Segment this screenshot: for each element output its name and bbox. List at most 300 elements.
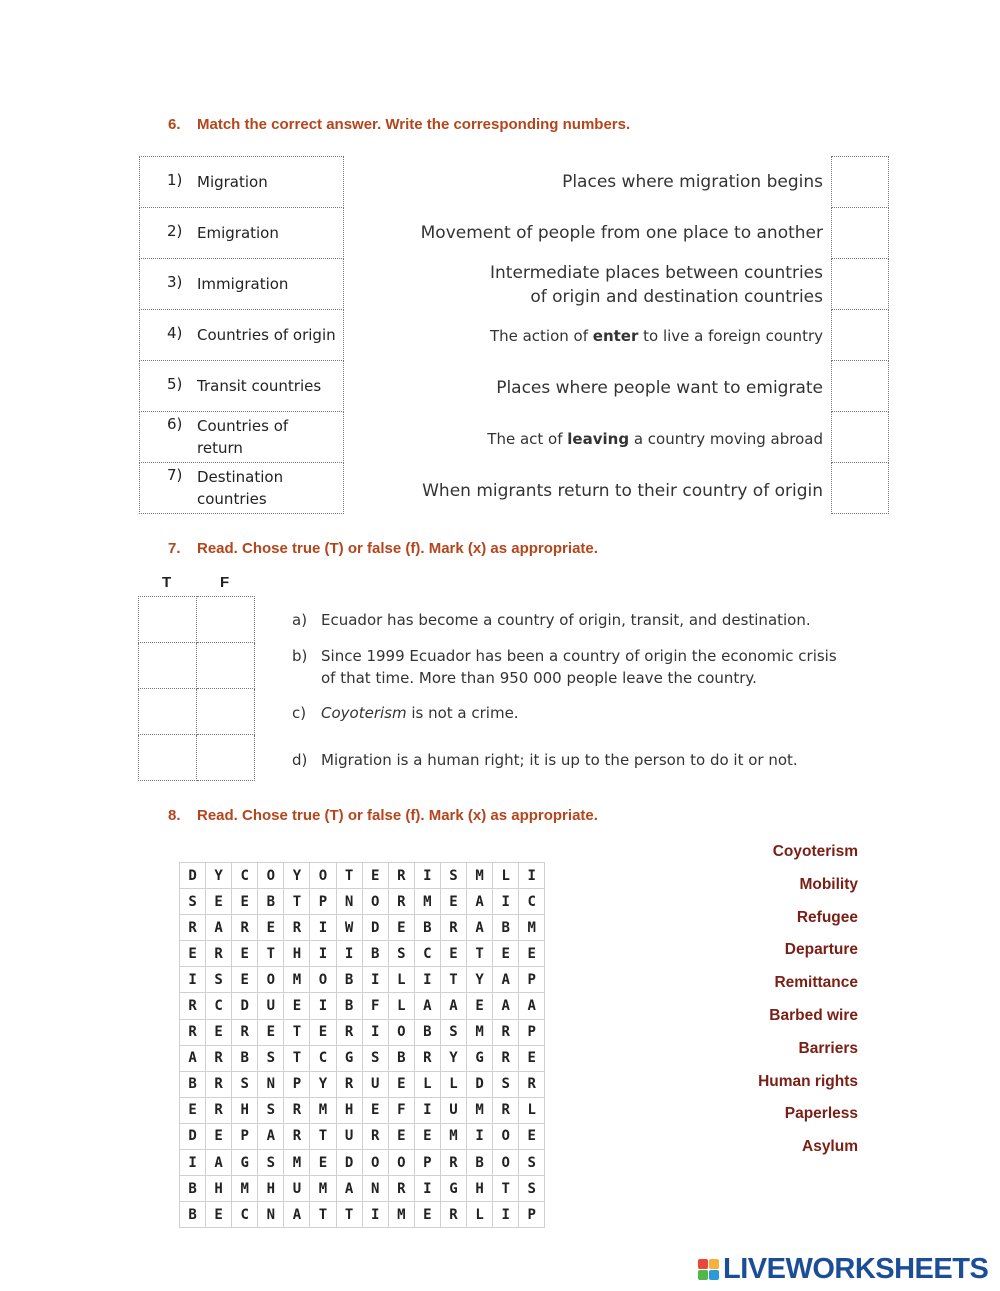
grid-letter[interactable]: H: [232, 1097, 258, 1123]
grid-letter[interactable]: R: [206, 941, 232, 967]
term-text: Countries of origin: [197, 326, 336, 344]
word-list: [758, 839, 858, 1167]
grid-letter[interactable]: N: [258, 1071, 284, 1097]
grid-letter[interactable]: S: [258, 1150, 284, 1176]
statement-letter: a): [292, 611, 308, 629]
term-text: Migration: [197, 173, 268, 191]
grid-letter[interactable]: T: [440, 967, 466, 993]
grid-letter[interactable]: D: [180, 863, 206, 889]
grid-letter[interactable]: O: [310, 863, 336, 889]
answer-input-box[interactable]: [832, 208, 889, 259]
grid-letter[interactable]: Y: [467, 967, 493, 993]
grid-letter[interactable]: O: [493, 1150, 519, 1176]
grid-letter[interactable]: A: [414, 993, 440, 1019]
word-item: Barbed wire: [769, 1006, 858, 1024]
grid-letter[interactable]: C: [310, 1045, 336, 1071]
grid-letter[interactable]: R: [206, 1097, 232, 1123]
answer-row: [832, 157, 889, 208]
grid-letter[interactable]: I: [362, 1202, 388, 1228]
grid-letter[interactable]: I: [414, 1176, 440, 1202]
grid-letter[interactable]: I: [362, 1019, 388, 1045]
grid-letter[interactable]: E: [414, 1123, 440, 1149]
tf-row: [139, 643, 255, 689]
grid-letter[interactable]: Y: [284, 863, 310, 889]
grid-letter[interactable]: E: [206, 1019, 232, 1045]
grid-letter[interactable]: S: [362, 1045, 388, 1071]
grid-letter[interactable]: Y: [440, 1045, 466, 1071]
grid-letter[interactable]: R: [180, 993, 206, 1019]
grid-letter[interactable]: M: [467, 863, 493, 889]
grid-letter[interactable]: H: [336, 1097, 362, 1123]
tf-row: [139, 597, 255, 643]
definition-text: Intermediate places between countries of origin and destination countries: [490, 262, 823, 307]
grid-letter[interactable]: R: [232, 915, 258, 941]
grid-letter[interactable]: R: [493, 1045, 519, 1071]
grid-letter[interactable]: O: [362, 1150, 388, 1176]
grid-letter[interactable]: E: [467, 993, 493, 1019]
grid-letter[interactable]: E: [519, 1045, 545, 1071]
grid-letter[interactable]: G: [440, 1176, 466, 1202]
grid-letter[interactable]: R: [388, 863, 414, 889]
grid-letter[interactable]: T: [310, 1202, 336, 1228]
grid-letter[interactable]: A: [206, 1150, 232, 1176]
grid-letter[interactable]: R: [414, 1045, 440, 1071]
grid-letter[interactable]: O: [310, 967, 336, 993]
term-cell: [140, 463, 344, 514]
grid-letter[interactable]: E: [362, 863, 388, 889]
grid-letter[interactable]: C: [414, 941, 440, 967]
word-item: Asylum: [802, 1138, 858, 1156]
grid-letter[interactable]: A: [336, 1176, 362, 1202]
grid-letter[interactable]: R: [336, 1019, 362, 1045]
grid-letter[interactable]: I: [310, 915, 336, 941]
grid-row: [180, 1071, 545, 1097]
grid-letter[interactable]: M: [467, 1019, 493, 1045]
grid-letter[interactable]: F: [362, 993, 388, 1019]
grid-row: [180, 863, 545, 889]
grid-letter[interactable]: P: [310, 889, 336, 915]
grid-letter[interactable]: B: [336, 993, 362, 1019]
section-8-heading: [168, 807, 598, 824]
grid-letter[interactable]: A: [467, 889, 493, 915]
grid-letter[interactable]: B: [388, 1045, 414, 1071]
grid-letter[interactable]: M: [388, 1202, 414, 1228]
grid-letter[interactable]: C: [519, 889, 545, 915]
grid-row: [180, 1202, 545, 1228]
grid-letter[interactable]: R: [440, 1150, 466, 1176]
grid-letter[interactable]: G: [336, 1045, 362, 1071]
grid-letter[interactable]: A: [206, 915, 232, 941]
grid-letter[interactable]: R: [388, 889, 414, 915]
false-checkbox[interactable]: [197, 689, 255, 735]
grid-letter[interactable]: I: [493, 1202, 519, 1228]
word-item: Remittance: [774, 974, 858, 992]
grid-row: [180, 1150, 545, 1176]
grid-letter[interactable]: T: [310, 1123, 336, 1149]
grid-letter[interactable]: R: [388, 1176, 414, 1202]
true-checkbox[interactable]: [139, 689, 197, 735]
grid-letter[interactable]: U: [336, 1123, 362, 1149]
true-checkbox[interactable]: [139, 597, 197, 643]
grid-letter[interactable]: I: [310, 941, 336, 967]
grid-letter[interactable]: N: [362, 1176, 388, 1202]
grid-letter[interactable]: E: [206, 1123, 232, 1149]
answer-row: [832, 259, 889, 310]
grid-letter[interactable]: S: [519, 1150, 545, 1176]
grid-letter[interactable]: E: [232, 941, 258, 967]
grid-letter[interactable]: S: [258, 1045, 284, 1071]
grid-letter[interactable]: P: [232, 1123, 258, 1149]
grid-letter[interactable]: R: [284, 915, 310, 941]
term-row: [140, 208, 344, 259]
grid-letter[interactable]: B: [180, 1202, 206, 1228]
term-number: 3): [167, 273, 183, 291]
grid-letter[interactable]: S: [180, 889, 206, 915]
grid-letter[interactable]: A: [493, 993, 519, 1019]
grid-letter[interactable]: B: [232, 1045, 258, 1071]
true-checkbox[interactable]: [139, 643, 197, 689]
grid-letter[interactable]: B: [258, 889, 284, 915]
term-row: [140, 259, 344, 310]
logo-tile: [698, 1259, 708, 1269]
grid-letter[interactable]: S: [258, 1097, 284, 1123]
grid-letter[interactable]: T: [493, 1176, 519, 1202]
section-number: 8.: [168, 807, 181, 824]
definition-text: Places where people want to emigrate: [496, 377, 823, 398]
term-cell: [140, 310, 344, 361]
grid-letter[interactable]: R: [493, 1097, 519, 1123]
grid-letter[interactable]: I: [414, 1097, 440, 1123]
word-item: Barriers: [798, 1039, 858, 1057]
grid-row: [180, 1019, 545, 1045]
term-number: 5): [167, 375, 183, 393]
definition-row: [380, 208, 823, 260]
grid-letter[interactable]: T: [284, 889, 310, 915]
grid-letter[interactable]: A: [493, 967, 519, 993]
grid-letter[interactable]: H: [206, 1176, 232, 1202]
term-text: Immigration: [197, 275, 289, 293]
grid-letter[interactable]: I: [180, 967, 206, 993]
grid-letter[interactable]: B: [467, 1150, 493, 1176]
grid-letter[interactable]: R: [284, 1097, 310, 1123]
grid-letter[interactable]: B: [414, 1019, 440, 1045]
grid-letter[interactable]: U: [440, 1097, 466, 1123]
terms-table: [139, 156, 344, 514]
statement-text: Migration is a human right; it is up to the person to do it or not.: [321, 751, 798, 769]
grid-letter[interactable]: O: [258, 863, 284, 889]
grid-letter[interactable]: D: [232, 993, 258, 1019]
grid-letter[interactable]: O: [493, 1123, 519, 1149]
statement-letter: b): [292, 647, 308, 665]
grid-letter[interactable]: S: [440, 1019, 466, 1045]
grid-letter[interactable]: A: [180, 1045, 206, 1071]
grid-letter[interactable]: W: [336, 915, 362, 941]
definitions-list: [380, 156, 823, 517]
answer-row: [832, 463, 889, 514]
grid-letter[interactable]: G: [232, 1150, 258, 1176]
grid-letter[interactable]: E: [206, 889, 232, 915]
grid-letter[interactable]: L: [388, 967, 414, 993]
grid-row: [180, 1176, 545, 1202]
grid-letter[interactable]: T: [336, 1202, 362, 1228]
grid-letter[interactable]: H: [467, 1176, 493, 1202]
grid-letter[interactable]: P: [519, 1202, 545, 1228]
grid-letter[interactable]: N: [336, 889, 362, 915]
section-number: 6.: [168, 116, 181, 133]
definition-row: [380, 362, 823, 414]
definition-text: When migrants return to their country of origin: [422, 480, 823, 501]
false-checkbox[interactable]: [197, 597, 255, 643]
tf-row: [139, 735, 255, 781]
grid-row: [180, 993, 545, 1019]
grid-letter[interactable]: M: [284, 1150, 310, 1176]
true-checkbox[interactable]: [139, 735, 197, 781]
word-search-grid: [179, 862, 545, 1228]
grid-letter[interactable]: B: [336, 967, 362, 993]
grid-letter[interactable]: R: [180, 1019, 206, 1045]
grid-letter[interactable]: B: [362, 941, 388, 967]
grid-letter[interactable]: C: [232, 863, 258, 889]
grid-letter[interactable]: M: [284, 967, 310, 993]
grid-letter[interactable]: U: [362, 1071, 388, 1097]
grid-letter[interactable]: A: [519, 993, 545, 1019]
grid-letter[interactable]: A: [440, 993, 466, 1019]
grid-letter[interactable]: L: [414, 1071, 440, 1097]
grid-letter[interactable]: E: [388, 915, 414, 941]
answer-row: [832, 412, 889, 463]
grid-letter[interactable]: M: [310, 1097, 336, 1123]
grid-letter[interactable]: D: [362, 915, 388, 941]
grid-letter[interactable]: E: [388, 1071, 414, 1097]
grid-letter[interactable]: T: [258, 941, 284, 967]
grid-letter[interactable]: H: [284, 941, 310, 967]
grid-letter[interactable]: U: [258, 993, 284, 1019]
grid-letter[interactable]: M: [440, 1123, 466, 1149]
grid-letter[interactable]: P: [519, 967, 545, 993]
grid-letter[interactable]: E: [440, 941, 466, 967]
grid-letter[interactable]: N: [258, 1202, 284, 1228]
grid-letter[interactable]: U: [284, 1176, 310, 1202]
grid-letter[interactable]: E: [310, 1019, 336, 1045]
grid-letter[interactable]: S: [206, 967, 232, 993]
grid-letter[interactable]: A: [467, 915, 493, 941]
grid-letter[interactable]: R: [440, 915, 466, 941]
answer-input-box[interactable]: [832, 157, 889, 208]
grid-letter[interactable]: T: [284, 1045, 310, 1071]
grid-letter[interactable]: D: [467, 1071, 493, 1097]
grid-letter[interactable]: M: [232, 1176, 258, 1202]
logo-tile: [709, 1270, 719, 1280]
grid-letter[interactable]: P: [519, 1019, 545, 1045]
grid-letter[interactable]: E: [206, 1202, 232, 1228]
term-cell: [140, 208, 344, 259]
section-title: Read. Chose true (T) or false (f). Mark (x) as appropriate.: [197, 540, 598, 557]
word-item: Mobility: [799, 875, 858, 893]
grid-letter[interactable]: B: [493, 915, 519, 941]
grid-letter[interactable]: I: [519, 863, 545, 889]
grid-letter[interactable]: D: [180, 1123, 206, 1149]
definition-row: [380, 414, 823, 466]
grid-letter[interactable]: R: [232, 1019, 258, 1045]
grid-letter[interactable]: S: [519, 1176, 545, 1202]
grid-letter[interactable]: H: [258, 1176, 284, 1202]
grid-letter[interactable]: E: [362, 1097, 388, 1123]
grid-letter[interactable]: E: [258, 915, 284, 941]
term-number: 1): [167, 171, 183, 189]
grid-letter[interactable]: E: [180, 1097, 206, 1123]
grid-letter[interactable]: E: [519, 1123, 545, 1149]
grid-letter[interactable]: E: [493, 941, 519, 967]
section-6-heading: [168, 116, 630, 133]
statement-text: Since 1999 Ecuador has been a country of origin the economic crisis of that time. More than 950 000 people leave the country.: [321, 647, 837, 687]
grid-letter[interactable]: Y: [206, 863, 232, 889]
answer-input-box[interactable]: [832, 310, 889, 361]
grid-letter[interactable]: G: [467, 1045, 493, 1071]
grid-letter[interactable]: O: [388, 1019, 414, 1045]
grid-letter[interactable]: P: [414, 1150, 440, 1176]
grid-letter[interactable]: A: [258, 1123, 284, 1149]
grid-letter[interactable]: E: [258, 1019, 284, 1045]
logo-text: LIVEWORKSHEETS: [723, 1253, 989, 1285]
term-number: 6): [167, 415, 183, 433]
grid-letter[interactable]: R: [519, 1071, 545, 1097]
answer-input-box[interactable]: [832, 361, 889, 412]
grid-letter[interactable]: L: [493, 863, 519, 889]
grid-letter[interactable]: M: [519, 915, 545, 941]
grid-letter[interactable]: C: [206, 993, 232, 1019]
statement: [292, 749, 841, 771]
grid-letter[interactable]: O: [362, 889, 388, 915]
grid-letter[interactable]: R: [206, 1071, 232, 1097]
grid-row: [180, 1045, 545, 1071]
grid-letter[interactable]: R: [440, 1202, 466, 1228]
grid-letter[interactable]: R: [206, 1045, 232, 1071]
grid-letter[interactable]: E: [414, 1202, 440, 1228]
grid-letter[interactable]: S: [388, 941, 414, 967]
grid-letter[interactable]: T: [336, 863, 362, 889]
definition-row: [380, 311, 823, 363]
word-item: Human rights: [758, 1072, 858, 1090]
section-7-heading: [168, 540, 598, 557]
answer-input-box[interactable]: [832, 463, 889, 514]
grid-letter[interactable]: I: [414, 967, 440, 993]
false-checkbox[interactable]: [197, 643, 255, 689]
logo-tile: [698, 1270, 708, 1280]
false-checkbox[interactable]: [197, 735, 255, 781]
logo-mark-icon: [698, 1259, 719, 1280]
term-text: Countries of return: [197, 417, 289, 457]
section-title: Match the correct answer. Write the corresponding numbers.: [197, 116, 631, 133]
grid-letter[interactable]: R: [180, 915, 206, 941]
answer-row: [832, 361, 889, 412]
grid-letter[interactable]: Y: [310, 1071, 336, 1097]
grid-letter[interactable]: R: [493, 1019, 519, 1045]
true-column-label: T: [162, 574, 172, 591]
grid-letter[interactable]: E: [232, 967, 258, 993]
grid-letter[interactable]: P: [284, 1071, 310, 1097]
grid-letter[interactable]: M: [310, 1176, 336, 1202]
grid-letter[interactable]: B: [180, 1176, 206, 1202]
grid-letter[interactable]: S: [440, 863, 466, 889]
grid-letter[interactable]: L: [440, 1071, 466, 1097]
term-text: Destination countries: [197, 468, 284, 508]
grid-letter[interactable]: R: [362, 1123, 388, 1149]
section-number: 7.: [168, 540, 181, 557]
answer-boxes: [831, 156, 889, 514]
statement: [292, 645, 841, 689]
grid-letter[interactable]: E: [232, 889, 258, 915]
definition-text: Movement of people from one place to another: [420, 223, 823, 244]
grid-letter[interactable]: I: [467, 1123, 493, 1149]
grid-letter[interactable]: T: [467, 941, 493, 967]
grid-letter[interactable]: L: [388, 993, 414, 1019]
grid-letter[interactable]: I: [362, 967, 388, 993]
grid-row: [180, 941, 545, 967]
grid-row: [180, 1123, 545, 1149]
definition-text: Places where migration begins: [562, 171, 823, 192]
grid-letter[interactable]: R: [336, 1071, 362, 1097]
true-false-grid: [138, 596, 255, 781]
grid-letter[interactable]: A: [284, 1202, 310, 1228]
grid-letter[interactable]: B: [180, 1071, 206, 1097]
grid-letter[interactable]: E: [284, 993, 310, 1019]
grid-letter[interactable]: I: [336, 941, 362, 967]
grid-letter[interactable]: R: [284, 1123, 310, 1149]
term-row: [140, 157, 344, 208]
word-item: Coyoterism: [772, 843, 858, 860]
term-number: 7): [167, 466, 183, 484]
grid-letter[interactable]: E: [519, 941, 545, 967]
grid-letter[interactable]: T: [284, 1019, 310, 1045]
logo-tile: [709, 1259, 719, 1269]
word-item: Paperless: [784, 1105, 858, 1123]
grid-letter[interactable]: B: [414, 915, 440, 941]
grid-letter[interactable]: D: [336, 1150, 362, 1176]
statement: [292, 702, 841, 724]
term-text: Transit countries: [197, 377, 322, 395]
word-item: Refugee: [796, 908, 858, 926]
grid-letter[interactable]: C: [232, 1202, 258, 1228]
grid-letter[interactable]: M: [467, 1097, 493, 1123]
grid-letter[interactable]: I: [414, 863, 440, 889]
grid-letter[interactable]: L: [519, 1097, 545, 1123]
grid-letter[interactable]: I: [493, 889, 519, 915]
grid-letter[interactable]: O: [388, 1150, 414, 1176]
grid-letter[interactable]: E: [310, 1150, 336, 1176]
grid-letter[interactable]: E: [180, 941, 206, 967]
answer-input-box[interactable]: [832, 259, 889, 310]
grid-row: [180, 1097, 545, 1123]
answer-row: [832, 208, 889, 259]
definition-text: The act of leaving a country moving abroad: [487, 430, 823, 449]
answer-row: [832, 310, 889, 361]
grid-letter[interactable]: F: [388, 1097, 414, 1123]
definition-row: [380, 465, 823, 517]
grid-letter[interactable]: L: [467, 1202, 493, 1228]
grid-letter[interactable]: E: [388, 1123, 414, 1149]
grid-letter[interactable]: S: [493, 1071, 519, 1097]
grid-letter[interactable]: I: [310, 993, 336, 1019]
grid-letter[interactable]: S: [232, 1071, 258, 1097]
word-item: Departure: [784, 941, 858, 959]
answer-input-box[interactable]: [832, 412, 889, 463]
grid-letter[interactable]: E: [440, 889, 466, 915]
grid-letter[interactable]: M: [414, 889, 440, 915]
term-number: 2): [167, 222, 183, 240]
grid-letter[interactable]: O: [258, 967, 284, 993]
grid-letter[interactable]: I: [180, 1150, 206, 1176]
grid-row: [180, 967, 545, 993]
